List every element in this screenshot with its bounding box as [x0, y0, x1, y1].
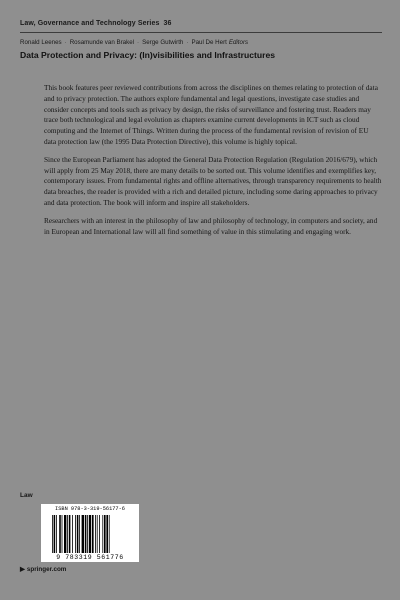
isbn-barcode	[41, 504, 139, 562]
series-title	[20, 20, 171, 27]
publisher-link[interactable]: springer.com	[26, 566, 67, 573]
barcode-bars	[51, 515, 129, 553]
publisher-url[interactable]	[20, 566, 66, 573]
isbn-text: ISBN 978-3-319-56177-6	[55, 506, 125, 512]
blurb-paragraph: This book features peer reviewed contributions from across the disciplines on themes relating to protection of data and to privacy protection. The authors explore fundamental and legal questions, investigate case studies and consider concepts and tools such as privacy by design, the risks of surveillance and fostering trust. Readers may trace both technological and legal evolution as chapters examine current developments in ICT such as cloud computing and the Internet of Things. Written during the process of the fundamental revision of revision of EU data protection law (the 1995 Data Protection Directive), this volume is highly topical.	[44, 83, 378, 146]
subject-label: Law	[20, 492, 33, 499]
book-title: Data Protection and Privacy: (In)visibilities and Infrastructures	[20, 50, 276, 60]
editor-name: Paul De Hert	[191, 39, 227, 46]
editors-role: Editors	[228, 39, 249, 46]
header-rule	[20, 32, 382, 33]
barcode-digits: 9 783319 561776	[56, 554, 124, 561]
blurb-paragraph: Researchers with an interest in the philosophy of law and philosophy of technology, in computers and society, and in European and International law will all find something of value in this stimulating and engaging work.	[44, 215, 378, 236]
blurb-paragraph: Since the European Parliament has adopted the General Data Protection Regulation (Regulation 2016/679), which will apply from 25 May 2018, there are many details to be sorted out. This volume identifies and exemplifies key, contemporary issues. From fundamental rights and offline alternatives, through transparency requirements to health data breaches, the reader is provided with a rich and detailed picture, including some daring approaches to privacy and data protection. The book will inform and inspire all stakeholders.	[44, 154, 382, 207]
editor-name: Ronald Leenes	[20, 39, 62, 46]
blurb-text	[44, 83, 382, 244]
arrow-icon: ▶	[20, 566, 25, 573]
editors-line: Ronald Leenes · Rosamunde van Brakel · Serge Gutwirth · Paul De Hert Editors	[20, 39, 249, 46]
series-number: 36	[163, 20, 172, 27]
series-name: Law, Governance and Technology Series	[20, 20, 160, 27]
editor-name: Serge Gutwirth	[142, 39, 184, 46]
editor-name: Rosamunde van Brakel	[69, 39, 135, 46]
